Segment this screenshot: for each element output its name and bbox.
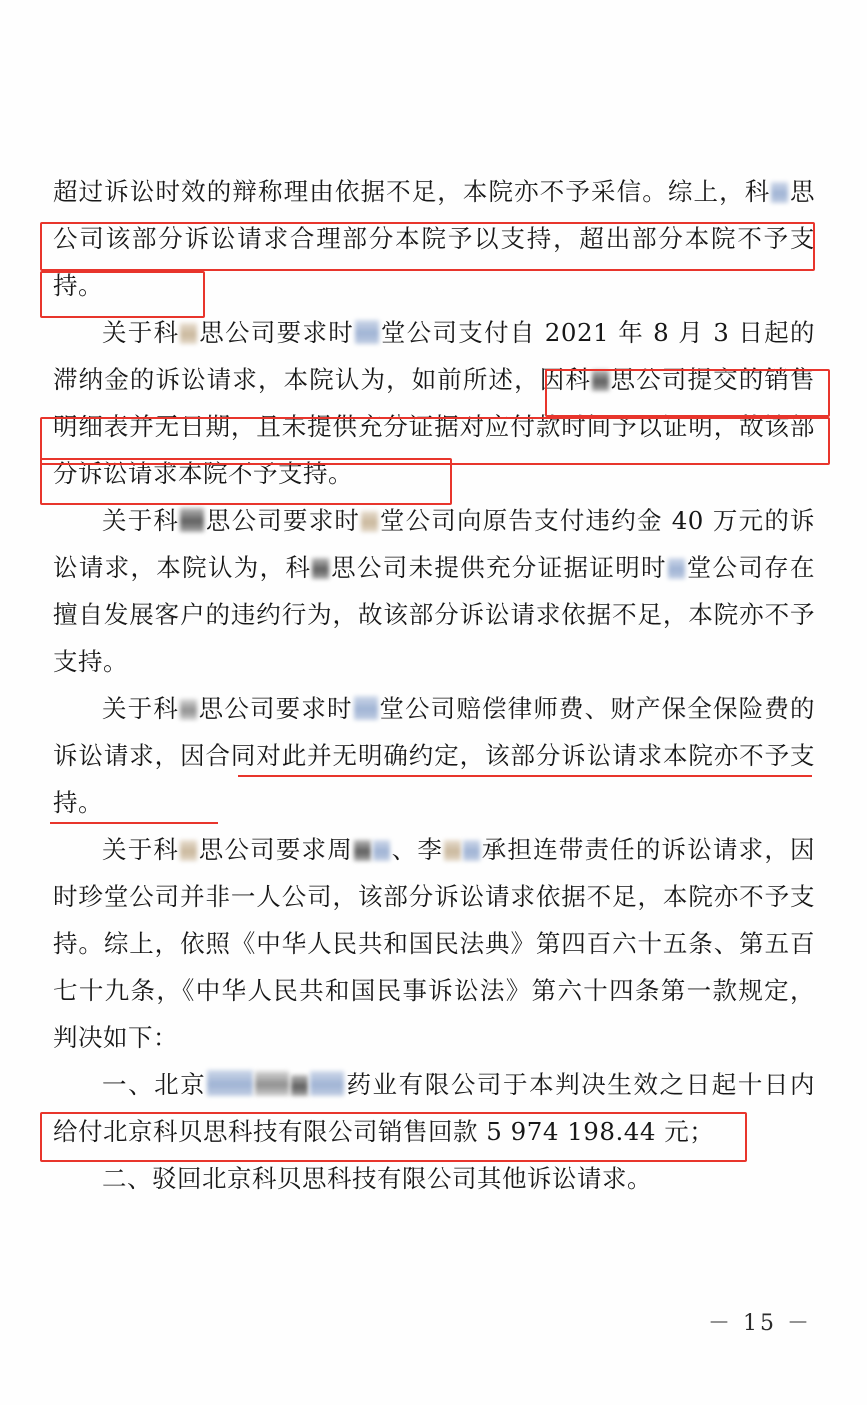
paragraph-4-text-a: 关于科 bbox=[102, 694, 179, 723]
redaction-block bbox=[444, 840, 461, 861]
redaction-block bbox=[255, 1071, 289, 1096]
paragraph-3-text-a: 关于科 bbox=[102, 506, 180, 535]
paragraph-1-text-b: 思公司该部分诉讼请求合理部分本院予以支持，超出部分本院 bbox=[53, 177, 816, 253]
paragraph-3 bbox=[53, 497, 815, 685]
paragraph-5-text-a: 关于科 bbox=[102, 835, 180, 864]
redaction-block bbox=[771, 182, 788, 203]
redaction-block bbox=[354, 840, 371, 861]
paragraph-6-text-b: 药业有限公司于本判决生效之日起十日 bbox=[345, 1070, 791, 1099]
paragraph-2-text-b: 思公司要求时 bbox=[198, 318, 355, 347]
redaction-block bbox=[354, 696, 378, 720]
paragraph-4-text-f: 亦不予支持。 bbox=[53, 741, 816, 817]
paragraph-7-text-a: 二、驳回北京科贝思科技有限公司其他诉讼请求。 bbox=[102, 1164, 652, 1193]
paragraph-5-text-b: 思公司要求周 bbox=[198, 835, 353, 864]
redaction-block bbox=[291, 1075, 308, 1096]
paragraph-4 bbox=[53, 685, 815, 826]
paragraph-5-text-e: 求，因时珍堂公司并非一人公司，该部分诉讼请求依据不足，本院亦不予支持。综上，依照《中华人民共和国民法典》第四百六十五条、第五百七十九条，《中华人民共和国民事诉讼法》第六十四条第一款规定，判决如下： bbox=[53, 835, 816, 1052]
paragraph-2-text-c: 堂公司支付自 2021 年 8 月 3 日起的 bbox=[380, 318, 815, 347]
paragraph-3-text-e: 思公司未提供充分证据证明时 bbox=[330, 553, 667, 582]
redaction-block bbox=[373, 840, 390, 861]
redaction-block bbox=[180, 323, 197, 344]
paragraph-5 bbox=[53, 826, 815, 1061]
paragraph-2-text-g: 销售明细表并无日期，且未提供充分证据对应付款时间予以证明， bbox=[53, 365, 816, 441]
redaction-block bbox=[361, 511, 378, 532]
redaction-block bbox=[180, 699, 197, 720]
redaction-block bbox=[592, 370, 609, 391]
paragraph-2-text-a: 关于科 bbox=[102, 318, 180, 347]
paragraph-3-text-b: 思公司要求时 bbox=[205, 506, 361, 535]
paragraph-4-text-d: 费的诉讼请求， bbox=[53, 694, 816, 770]
paragraph-5-text-c: 、李 bbox=[390, 835, 444, 864]
paragraph-7 bbox=[53, 1155, 815, 1202]
paragraph-3-text-g: 公司存在擅自发展客户的违约行为，故该部分诉讼请求依据不足， bbox=[53, 553, 816, 629]
paragraph-2-text-h: 故该部分诉讼请求本院不予支持。 bbox=[53, 412, 815, 488]
redaction-block bbox=[207, 1070, 253, 1096]
paragraph-4-text-b: 思公司要求时 bbox=[198, 694, 353, 723]
paragraph-2-text-e: 因科 bbox=[539, 365, 592, 394]
paragraph-6 bbox=[53, 1061, 815, 1155]
paragraph-1-text-a: 超过诉讼时效的辩称理由依据不足，本院亦不予采信。综上，科 bbox=[53, 177, 771, 206]
redaction-block bbox=[312, 558, 329, 579]
paragraph-2 bbox=[53, 309, 815, 497]
redaction-block bbox=[355, 320, 379, 344]
redaction-block bbox=[668, 558, 685, 579]
page-number: － 15 － bbox=[708, 1311, 812, 1336]
paragraph-3-text-h: 本院亦不予支持。 bbox=[53, 600, 815, 676]
paragraph-4-text-c: 堂公司赔偿律师费、财产保全保险 bbox=[378, 694, 765, 723]
paragraph-1 bbox=[53, 168, 815, 309]
paragraph-5-text-d: 承担连带责任的诉讼请 bbox=[481, 835, 739, 864]
paragraph-4-text-e: 因合同对此并无明确约定，该部分诉讼请求本院 bbox=[180, 741, 714, 770]
redaction-block bbox=[180, 840, 197, 861]
redaction-block bbox=[463, 840, 480, 861]
paragraph-3-text-f: 堂 bbox=[685, 553, 713, 582]
paragraph-2-text-d: 滞纳金的诉讼请求，本院认为，如前所述， bbox=[53, 365, 540, 394]
paragraph-3-text-d: 的诉讼请求，本院认为，科 bbox=[53, 506, 816, 582]
paragraph-2-text-f: 思公司提交的 bbox=[610, 365, 765, 394]
judgment-body bbox=[53, 168, 815, 1202]
paragraph-6-text-c: 内给付北京科贝思科技有限公司销售回款 5 974 198.44 元； bbox=[53, 1070, 816, 1146]
redaction-block bbox=[310, 1071, 344, 1096]
paragraph-3-text-c: 堂公司向原告支付违约金 40 万元 bbox=[379, 506, 765, 535]
paragraph-1-text-c: 不予支持。 bbox=[53, 224, 816, 300]
paragraph-6-text-a: 一、北京 bbox=[102, 1070, 207, 1099]
redaction-block bbox=[180, 508, 204, 532]
